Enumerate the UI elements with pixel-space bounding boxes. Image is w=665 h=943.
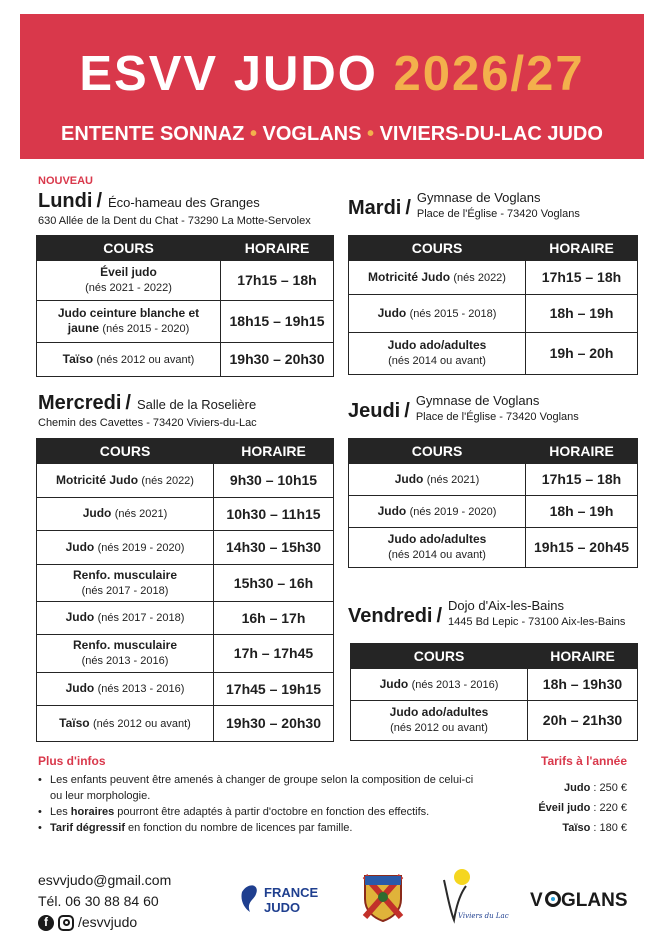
- time-cell: 14h30 – 15h30: [214, 531, 334, 565]
- course-note: (nés 2012 ou avant): [92, 717, 191, 730]
- time-cell: 17h – 17h45: [214, 635, 334, 673]
- column-header-course: COURS: [349, 439, 526, 464]
- course-note: (nés 2017 - 2018): [97, 612, 185, 624]
- day-address: 1445 Bd Lepic - 73100 Aix-les-Bains: [448, 616, 626, 628]
- day-header-vendredi: [348, 598, 625, 628]
- course-name: Renfo. musculaire: [72, 638, 178, 652]
- day-venue: Dojo d'Aix-les-Bains: [448, 598, 564, 613]
- page-title: [20, 46, 644, 102]
- subtitle-separator-1: •: [249, 123, 257, 145]
- list-item: [38, 772, 478, 804]
- course-name: Judo: [377, 305, 407, 320]
- time-cell: 18h – 19h: [526, 496, 638, 528]
- info-text: Les: [50, 806, 71, 818]
- day-venue: Gymnase de Voglans: [415, 393, 540, 408]
- course-name: Judo: [65, 539, 95, 554]
- schedule-table-mardi: [348, 235, 638, 375]
- tarif-item: Taïso : 180 €: [562, 822, 627, 834]
- time-cell: 16h – 17h: [214, 602, 334, 635]
- course-note: (nés 2015 - 2020): [102, 323, 190, 335]
- day-header-jeudi: [348, 393, 579, 423]
- viviers-name: Viviers du Lac: [458, 912, 509, 920]
- course-note: (nés 2013 - 2016): [97, 683, 185, 695]
- table-row: [37, 301, 334, 343]
- course-name: Motricité Judo: [56, 472, 139, 487]
- day-address: Place de l'Église - 73420 Voglans: [415, 411, 579, 423]
- day-venue: Éco-hameau des Granges: [108, 195, 260, 210]
- schedule-table-lundi: [36, 235, 334, 377]
- time-cell: 20h – 21h30: [528, 701, 638, 741]
- table-row: [351, 701, 638, 741]
- course-note: (nés 2017 - 2018): [81, 584, 169, 597]
- tarif-item: Judo : 250 €: [564, 782, 627, 794]
- course-note: (nés 2015 - 2018): [409, 307, 497, 320]
- season-year: 2026/27: [393, 47, 585, 101]
- time-cell: 17h15 – 18h: [221, 261, 334, 301]
- course-name: Éveil judo: [100, 265, 157, 279]
- day-slash: /: [405, 197, 411, 219]
- course-cell: [37, 261, 221, 301]
- table-row: [37, 602, 334, 635]
- day-venue: Gymnase de Voglans: [416, 190, 541, 205]
- course-cell: [37, 498, 214, 531]
- column-header-time: HORAIRE: [526, 236, 638, 261]
- day-slash: /: [436, 605, 443, 627]
- france-judo-logo: [238, 878, 330, 918]
- info-text: pourront être adaptés à partir d'octobre en fonction des effectifs.: [114, 806, 430, 818]
- course-cell: [351, 701, 528, 741]
- crest-shield-icon: [362, 873, 404, 923]
- table-row: [349, 333, 638, 375]
- info-bold: Tarif dégressif: [50, 822, 125, 834]
- list-item: [38, 804, 478, 820]
- time-cell: 9h30 – 10h15: [214, 464, 334, 498]
- course-cell: [349, 295, 526, 333]
- facebook-icon[interactable]: f: [38, 915, 54, 931]
- course-cell: [349, 496, 526, 528]
- venue-block: [448, 598, 625, 628]
- course-cell: [37, 706, 214, 742]
- instagram-icon[interactable]: [58, 915, 74, 931]
- table-header-row: [37, 236, 334, 261]
- time-cell: 15h30 – 16h: [214, 565, 334, 602]
- column-header-time: HORAIRE: [214, 439, 334, 464]
- table-row: [37, 531, 334, 565]
- course-cell: [37, 673, 214, 706]
- day-address: 630 Allée de la Dent du Chat - 73290 La Motte-Servolex: [38, 215, 311, 227]
- table-row: [37, 673, 334, 706]
- time-cell: 19h15 – 20h45: [526, 528, 638, 568]
- tarif-item: Éveil judo : 220 €: [538, 802, 627, 814]
- table-header-row: [349, 236, 638, 261]
- course-note: (nés 2021): [426, 473, 480, 486]
- table-row: [37, 635, 334, 673]
- course-name: Motricité Judo: [368, 269, 451, 284]
- table-row: [37, 261, 334, 301]
- viviers-logo-graphic: [436, 868, 516, 924]
- social-links: [38, 912, 171, 933]
- header-banner: [20, 14, 644, 159]
- time-cell: 19h30 – 20h30: [214, 706, 334, 742]
- table-row: [37, 498, 334, 531]
- course-name: Taïso: [59, 715, 90, 730]
- contact-phone[interactable]: Tél. 06 30 88 84 60: [38, 893, 159, 909]
- course-cell: [37, 343, 221, 377]
- info-bold: horaires: [70, 806, 115, 818]
- table-row: [37, 565, 334, 602]
- course-note: (nés 2014 ou avant): [388, 355, 486, 367]
- course-name: Judo ado/adultes: [387, 338, 487, 352]
- subtitle-part-2: VOGLANS: [262, 123, 362, 145]
- day-slash: /: [125, 392, 131, 414]
- subtitle-part-1: ENTENTE SONNAZ: [61, 123, 245, 145]
- crest-logo: [362, 873, 404, 923]
- contact-block: [38, 870, 171, 933]
- course-cell: [37, 565, 214, 602]
- column-header-course: COURS: [351, 644, 528, 669]
- day-header-mercredi: [38, 392, 257, 429]
- tarif-price: 220 €: [599, 802, 627, 814]
- table-row: [349, 464, 638, 496]
- day-name: Lundi: [38, 190, 93, 212]
- course-cell: [351, 669, 528, 701]
- course-cell: [349, 464, 526, 496]
- column-header-course: COURS: [349, 236, 526, 261]
- tarif-label: Taïso: [562, 822, 591, 834]
- time-cell: 18h – 19h: [526, 295, 638, 333]
- course-note: (nés 2013 - 2016): [411, 678, 499, 691]
- course-note: (nés 2013 - 2016): [81, 655, 169, 667]
- day-header-lundi: [38, 190, 311, 227]
- course-note: (nés 2021): [114, 508, 168, 520]
- contact-email[interactable]: esvvjudo@gmail.com: [38, 872, 172, 888]
- schedule-table-mercredi: [36, 438, 334, 742]
- time-cell: 17h15 – 18h: [526, 261, 638, 295]
- schedule-table-jeudi: [348, 438, 638, 568]
- course-name: Judo: [65, 681, 95, 695]
- column-header-time: HORAIRE: [526, 439, 638, 464]
- day-name: Jeudi: [348, 400, 401, 422]
- course-name: Judo ceinture blanche et jaune: [57, 306, 200, 335]
- page-subtitle: [20, 122, 644, 146]
- course-cell: [349, 261, 526, 295]
- table-row: [37, 706, 334, 742]
- day-venue: Salle de la Roselière: [136, 397, 257, 412]
- course-name: Judo ado/adultes: [387, 532, 487, 546]
- tarif-price: 180 €: [599, 822, 627, 834]
- course-note: (nés 2019 - 2020): [409, 505, 497, 518]
- time-cell: 10h30 – 11h15: [214, 498, 334, 531]
- course-note: (nés 2019 - 2020): [97, 541, 185, 554]
- day-address: Chemin des Cavettes - 73420 Viviers-du-Lac: [38, 417, 257, 429]
- table-row: [351, 669, 638, 701]
- course-cell: [37, 531, 214, 565]
- table-row: [349, 528, 638, 568]
- voglans-logo: [530, 884, 634, 914]
- time-cell: 18h15 – 19h15: [221, 301, 334, 343]
- course-note: (nés 2012 ou avant): [390, 722, 488, 734]
- time-cell: 18h – 19h30: [528, 669, 638, 701]
- info-text: Les enfants peuvent être amenés à changer de groupe selon la composition de celui-ci ou leur morphologie.: [50, 774, 474, 802]
- course-name: Judo: [65, 610, 95, 624]
- venue-block: [417, 190, 580, 220]
- subtitle-separator-2: •: [367, 123, 375, 145]
- info-list: [38, 772, 478, 836]
- course-name: Judo: [377, 503, 407, 518]
- list-item: [38, 820, 478, 836]
- time-cell: 19h – 20h: [526, 333, 638, 375]
- voglans-letter-v: V: [530, 890, 543, 911]
- day-address: Place de l'Église - 73420 Voglans: [416, 208, 580, 220]
- course-note: (nés 2022): [141, 474, 194, 487]
- course-note: (nés 2021 - 2022): [85, 282, 172, 294]
- new-tag: NOUVEAU: [38, 175, 94, 187]
- ffj-line-2: JUDO: [264, 900, 301, 915]
- course-name: Judo: [379, 676, 409, 691]
- course-cell: [349, 333, 526, 375]
- day-name: Vendredi: [348, 605, 433, 627]
- column-header-time: HORAIRE: [528, 644, 638, 669]
- tarifs-list: [538, 778, 627, 838]
- day-slash: /: [404, 400, 410, 422]
- viviers-logo: [436, 868, 516, 924]
- column-header-time: HORAIRE: [221, 236, 334, 261]
- ffj-line-1: FRANCE: [264, 885, 319, 900]
- tarif-label: Éveil judo: [538, 802, 591, 814]
- table-header-row: [349, 439, 638, 464]
- course-name: Judo: [394, 471, 424, 486]
- table-row: [37, 343, 334, 377]
- info-title: Plus d'infos: [38, 754, 106, 768]
- tarif-label: Judo: [564, 782, 591, 794]
- tarifs-title: Tarifs à l'année: [541, 754, 627, 768]
- table-row: [349, 295, 638, 333]
- course-cell: [37, 301, 221, 343]
- social-handle[interactable]: /esvvjudo: [78, 914, 138, 930]
- table-row: [37, 464, 334, 498]
- course-cell: [37, 635, 214, 673]
- day-name: Mardi: [348, 197, 402, 219]
- course-note: (nés 2022): [453, 271, 506, 284]
- table-header-row: [37, 439, 334, 464]
- column-header-course: COURS: [37, 236, 221, 261]
- info-text: en fonction du nombre de licences par famille.: [125, 822, 353, 834]
- france-judo-logo-graphic: [238, 878, 330, 918]
- course-cell: [349, 528, 526, 568]
- course-cell: [37, 602, 214, 635]
- voglans-letters: GLANS: [561, 890, 628, 911]
- course-name: Judo: [82, 506, 112, 520]
- table-row: [349, 261, 638, 295]
- time-cell: 19h30 – 20h30: [221, 343, 334, 377]
- venue-block: [416, 393, 579, 423]
- time-cell: 17h45 – 19h15: [214, 673, 334, 706]
- club-name: ESVV JUDO: [79, 47, 378, 101]
- subtitle-part-3: VIVIERS-DU-LAC JUDO: [379, 123, 603, 145]
- schedule-table-vendredi: [350, 643, 638, 741]
- day-slash: /: [96, 190, 102, 212]
- table-row: [349, 496, 638, 528]
- column-header-course: COURS: [37, 439, 214, 464]
- time-cell: 17h15 – 18h: [526, 464, 638, 496]
- day-header-mardi: [348, 190, 580, 220]
- course-note: (nés 2012 ou avant): [96, 353, 195, 366]
- course-name: Judo ado/adultes: [389, 705, 489, 719]
- table-header-row: [351, 644, 638, 669]
- tarif-price: 250 €: [599, 782, 627, 794]
- day-name: Mercredi: [38, 392, 122, 414]
- course-name: Taïso: [62, 351, 94, 366]
- course-name: Renfo. musculaire: [72, 567, 178, 582]
- course-cell: [37, 464, 214, 498]
- course-note: (nés 2014 ou avant): [388, 549, 486, 561]
- voglans-logo-graphic: [530, 884, 634, 914]
